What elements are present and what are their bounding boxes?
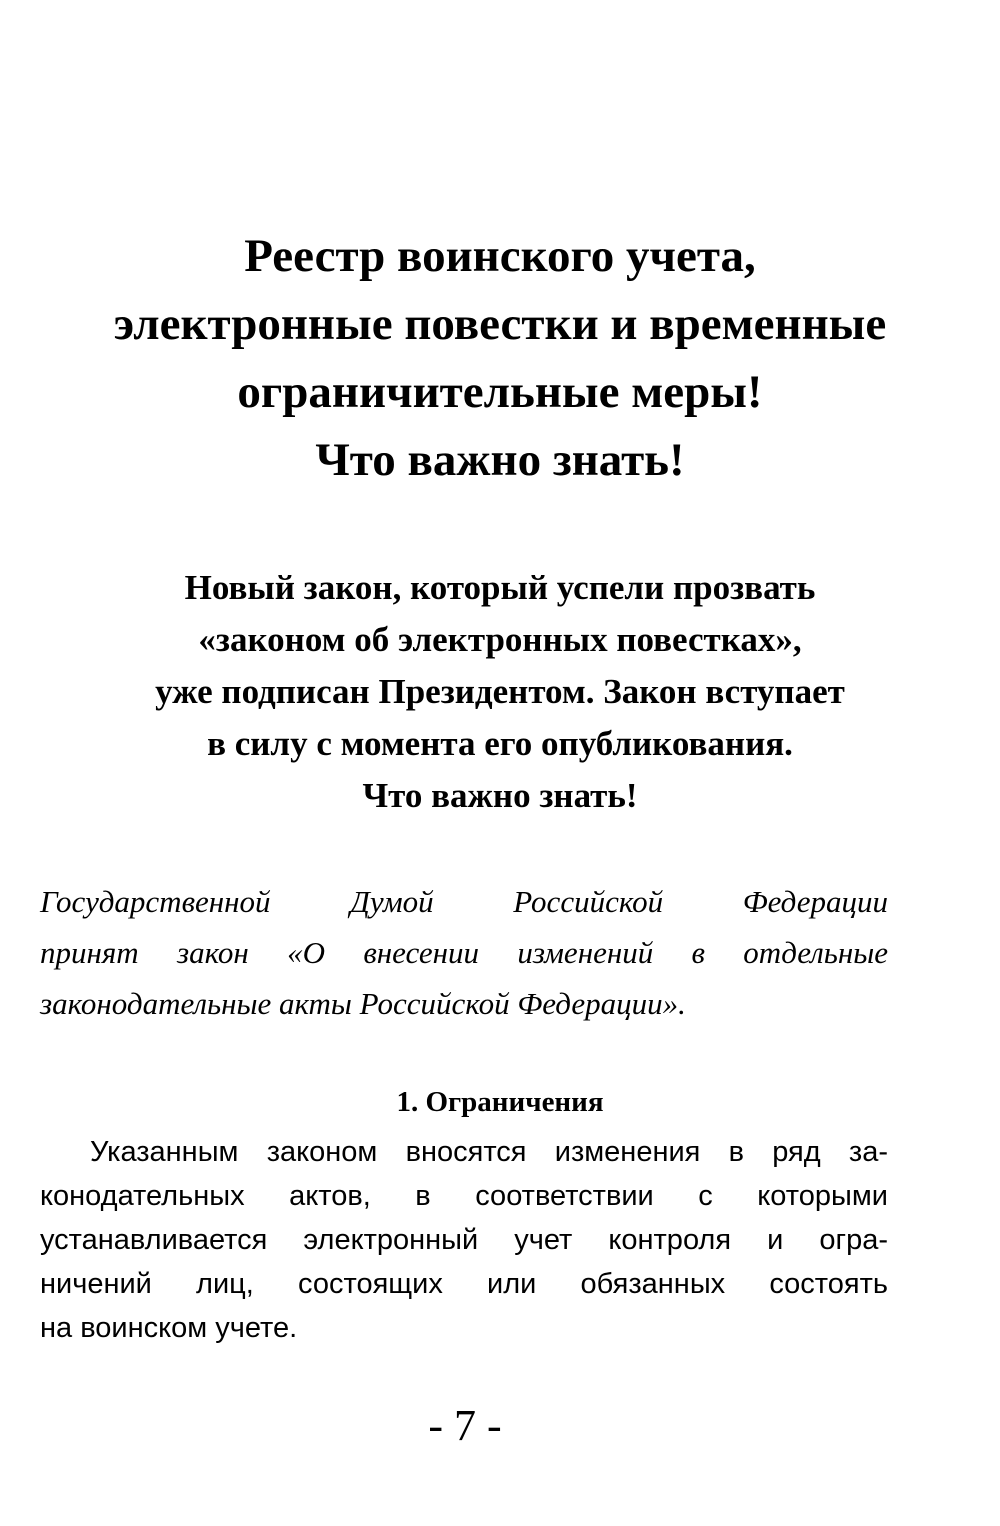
section-paragraph [40,1130,888,1350]
subtitle-line: в силу с момента его опубликования. [207,724,793,763]
title-line: Что важно знать! [315,434,685,486]
page-title [40,222,960,494]
subtitle-line: уже подписан Президентом. Закон вступает [155,672,845,711]
intro-paragraph [40,876,888,1029]
title-line: электронные повестки и временные [113,298,887,350]
paragraph-line: устанавливается электронный учет контроля и огра- [40,1224,888,1256]
intro-line: Государственной Думой Российской Федерации [40,884,888,919]
paragraph-line: Указанным законом вносятся изменения в ряд за- [90,1136,888,1168]
subtitle-line: Новый закон, который успели прозвать [184,568,816,607]
section-heading: 1. Ограничения [396,1086,604,1118]
intro-line: законодательные акты Российской Федерации». [40,986,686,1021]
subtitle [40,562,960,822]
subtitle-line: Что важно знать! [362,776,638,815]
page-number: - 7 - [428,1401,502,1450]
paragraph-line: конодательных актов, в соответствии с которыми [40,1180,888,1212]
subtitle-line: «законом об электронных повестках», [198,620,802,659]
paragraph-line: на воинском учете. [40,1312,298,1344]
intro-line: принят закон «О внесении изменений в отдельные [40,935,888,970]
title-line: Реестр воинского учета, [244,230,756,282]
paragraph-line: ничений лиц, состоящих или обязанных состоять [40,1268,888,1300]
title-line: ограничительные меры! [237,366,763,418]
